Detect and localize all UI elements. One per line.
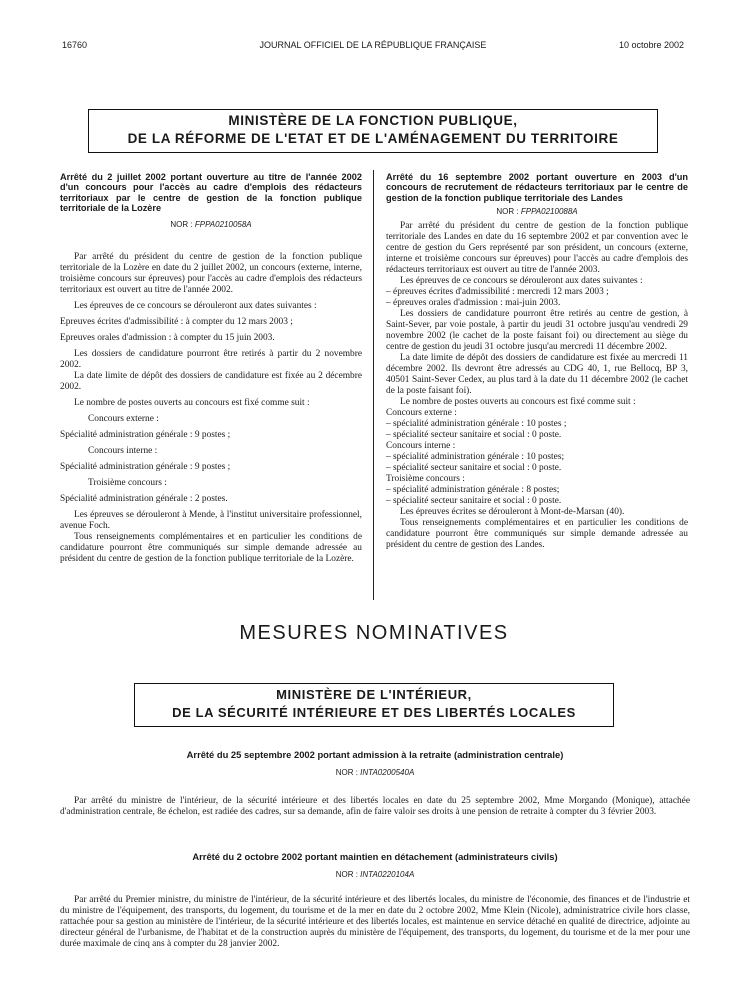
paragraph: – spécialité secteur sanitaire et social : 0 poste. — [386, 463, 562, 474]
nor-reference — [386, 206, 688, 217]
running-header — [62, 40, 684, 54]
paragraph: – épreuves orales d'admission : mai-juin 2003. — [386, 298, 561, 309]
paragraph: Troisième concours : — [88, 477, 167, 488]
paragraph: La date limite de dépôt des dossiers de candidature est fixée au mercredi 11 décembre 2002. Ils devront être adressés au CDG 40, 1, rue Bellocq, BP 3, 40501 Saint-Sever Cedex, au plus tard à la date du 11 décembre 2002 (le cachet de la poste faisant foi). — [386, 353, 688, 397]
paragraph: Tous renseignements complémentaires et en particulier les conditions de candidature pourront être communiqués sur simple demande adressée au président du centre de gestion des Landes. — [386, 518, 688, 551]
paragraph: Le nombre de postes ouverts au concours est fixé comme suit : — [400, 397, 636, 408]
paragraph: – spécialité administration générale : 8 postes; — [386, 485, 560, 496]
paragraph: Concours externe : — [386, 408, 457, 419]
journal-title: JOURNAL OFFICIEL DE LA RÉPUBLIQUE FRANÇAISE — [259, 40, 487, 50]
paragraph: Spécialité administration générale : 9 postes ; — [60, 429, 231, 440]
paragraph: – spécialité administration générale : 10 postes; — [386, 452, 565, 463]
paragraph: Les dossiers de candidature pourront être retirés au centre de gestion, à Saint-Sever, par voie postale, à partir du jeudi 31 octobre jusqu'au vendredi 29 novembre 2002 (le cachet de la poste faisant foi) ou directement au siège du centre de gestion du jeudi 31 octobre jusqu'au mercredi 11 décembre 2002. — [386, 309, 688, 353]
paragraph: – spécialité secteur sanitaire et social : 0 poste. — [386, 496, 562, 507]
article-title: Arrêté du 2 octobre 2002 portant maintien en détachement (administrateurs civils) — [192, 851, 558, 862]
ministry-heading-line1: MINISTÈRE DE LA FONCTION PUBLIQUE, — [228, 113, 518, 128]
nor-code: INTA0200540A — [360, 768, 415, 777]
paragraph: Les épreuves de ce concours se dérouleront aux dates suivantes : — [74, 300, 317, 311]
right-article — [386, 172, 688, 551]
paragraph: Les épreuves de ce concours se dérouleront aux dates suivantes : — [400, 276, 643, 287]
paragraph: Concours externe : — [88, 413, 159, 424]
paragraph: Le nombre de postes ouverts au concours est fixé comme suit : — [74, 397, 310, 408]
ministry-heading-line2: DE LA RÉFORME DE L'ETAT ET DE L'AMÉNAGEMENT DU TERRITOIRE — [127, 131, 619, 146]
nor-code: FPPA0210088A — [520, 207, 578, 217]
article-title: Arrêté du 16 septembre 2002 portant ouverture en 2003 d'un concours de recrutement de rédacteurs territoriaux par le centre de gestion de la fonction publique territoriale des Landes — [386, 172, 688, 203]
paragraph: – spécialité administration générale : 10 postes ; — [386, 419, 567, 430]
paragraph: Epreuves orales d'admission : à compter du 15 juin 2003. — [60, 332, 275, 343]
nor-label: NOR : — [496, 207, 519, 217]
paragraph: Les épreuves écrites se dérouleront à Mont-de-Marsan (40). — [400, 507, 625, 518]
paragraph: Les épreuves se dérouleront à Mende, à l'institut universitaire professionnel, avenue Foch. — [60, 509, 362, 531]
nor-label: NOR : — [335, 768, 358, 777]
article-body: Par arrêté du ministre de l'intérieur, de la sécurité intérieure et des libertés locales en date du 25 septembre 2002, Mme Morgando (Monique), attachée d'administration centrale, 8e échelon, est radiée des cadres, sur sa demande, afin de faire valoir ses droits à une pension de retraite à compter du 3 février 2003. — [60, 796, 690, 817]
issue-date: 10 octobre 2002 — [618, 40, 684, 50]
left-article — [60, 172, 362, 565]
paragraph: Par arrêté du président du centre de gestion de la fonction publique territoriale des Landes en date du 16 septembre 2002 et par convention avec le centre de gestion du Gers représenté par son président, un concours (externe, interne et troisième concours sur épreuves) pour l'accès au cadre d'emplois des rédacteurs territoriaux est ouvert au titre de l'année 2003. — [386, 221, 688, 276]
ministry-heading-fonction-publique — [88, 109, 658, 153]
paragraph: Concours interne : — [88, 445, 158, 456]
paragraph: Spécialité administration générale : 2 postes. — [60, 493, 228, 504]
article-title: Arrêté du 25 septembre 2002 portant admission à la retraite (administration centrale) — [186, 749, 564, 760]
paragraph: La date limite de dépôt des dossiers de candidature est fixée au 2 décembre 2002. — [60, 370, 362, 392]
paragraph: Concours interne : — [386, 441, 456, 452]
article-title: Arrêté du 2 juillet 2002 portant ouverture au titre de l'année 2002 d'un concours pour l'accès au cadre d'emplois des rédacteurs territoriaux par le centre de gestion de la fonction publique territoriale de la Lozère — [60, 172, 362, 214]
paragraph: Spécialité administration générale : 9 postes ; — [60, 461, 231, 472]
paragraph: Les dossiers de candidature pourront être retirés à partir du 2 novembre 2002. — [60, 348, 362, 370]
paragraph: Tous renseignements complémentaires et en particulier les conditions de candidature pourront être communiqués sur simple demande adressée au président du centre de gestion de la fonction publique territoriale de la Lozère. — [60, 531, 362, 564]
ministry-heading-line2: DE LA SÉCURITÉ INTÉRIEURE ET DES LIBERTÉS LOCALES — [172, 705, 576, 720]
paragraph: Par arrêté du président du centre de gestion de la fonction publique territoriale de la Lozère en date du 2 juillet 2002, un concours (externe, interne, troisième concours sur épreuves) pour l'accès au cadre d'emplois des rédacteurs territoriaux est ouvert au titre de l'année 2002. — [60, 251, 362, 295]
paragraph: Epreuves écrites d'admissibilité : à compter du 12 mars 2003 ; — [60, 316, 293, 327]
ministry-heading-line1: MINISTÈRE DE L'INTÉRIEUR, — [276, 687, 472, 702]
nor-reference — [60, 219, 362, 230]
section-title: MESURES NOMINATIVES — [239, 622, 509, 644]
paragraph: – spécialité secteur sanitaire et social : 0 poste. — [386, 430, 562, 441]
column-divider — [373, 170, 374, 600]
nor-code: INTA0220104A — [360, 870, 415, 879]
nor-label: NOR : — [335, 870, 358, 879]
paragraph: Troisième concours : — [386, 474, 465, 485]
ministry-heading-interieur — [134, 683, 614, 727]
article-body: Par arrêté du Premier ministre, du ministre de l'intérieur, de la sécurité intérieure et des libertés locales, du ministre de l'économie, des finances et de l'industrie et du ministre de l'équipement, des transports, du logement, du tourisme et de la mer en date du 2 octobre 2002, Mme Klein (Nicole), administratrice civile hors classe, rattachée pour sa gestion au ministère de l'intérieur, de la sécurité intérieure et des libertés locales, est maintenue en service détaché en qualité de directrice, adjointe au directeur général de l'urbanisme, de l'habitat et de la construction auprès du ministère de l'équipement, des transports, du logement, du tourisme et de la mer pour une durée maximale de cinq ans à compter du 28 janvier 2002. — [60, 895, 690, 949]
nor-label: NOR : — [170, 219, 193, 229]
nor-code: FPPA0210058A — [194, 219, 252, 229]
paragraph: – épreuves écrites d'admissibilité : mercredi 12 mars 2003 ; — [386, 287, 609, 298]
nor-reference — [60, 870, 690, 879]
nor-reference — [60, 768, 690, 777]
page-number: 16760 — [62, 40, 88, 50]
